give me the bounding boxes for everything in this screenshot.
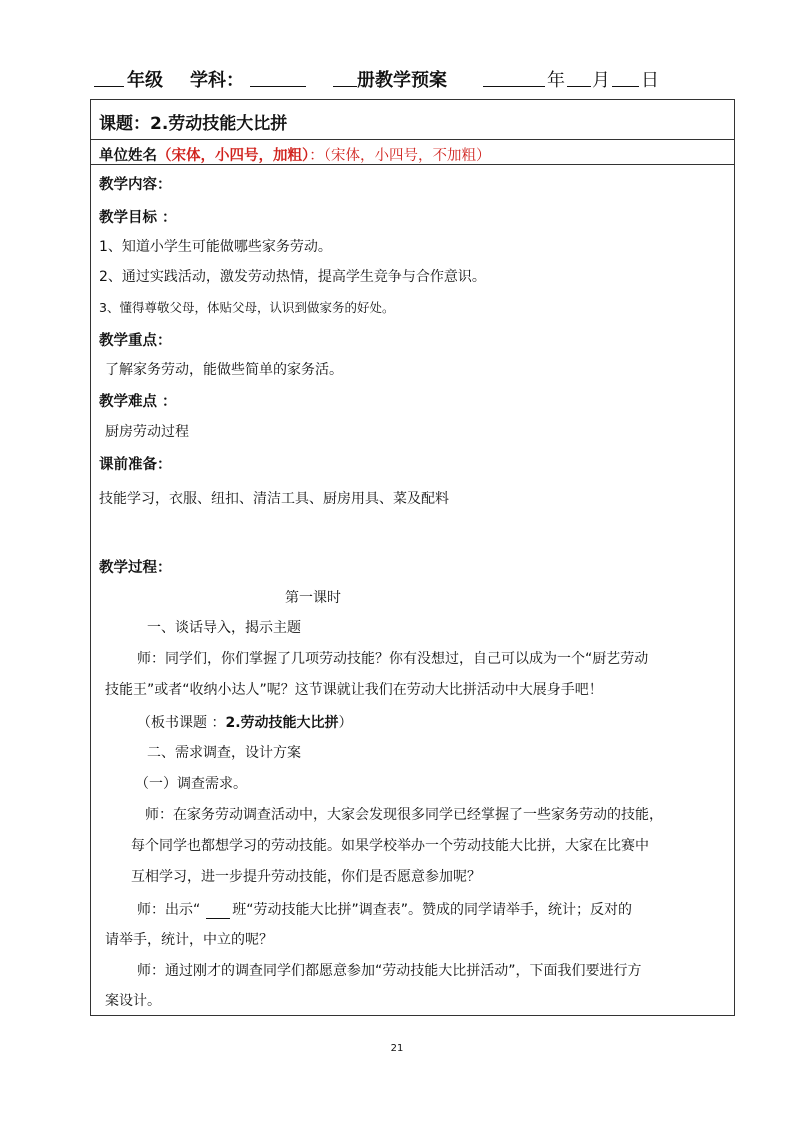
class-blank [206, 904, 230, 919]
board-close: ） [338, 715, 353, 731]
difficulty-text: 厨房劳动过程 [105, 424, 189, 440]
unit-line [99, 144, 491, 165]
teacher-speech: 案设计。 [105, 993, 161, 1009]
teacher-speech: 师：在家务劳动调查活动中，大家会发现很多同学已经掌握了一些家务劳动的技能， [145, 807, 663, 823]
unit-label: 单位姓名 [99, 148, 157, 164]
year-label: 年 [547, 70, 565, 91]
key-text: 了解家务劳动，能做些简单的家务活。 [105, 362, 343, 378]
lesson-title [99, 109, 287, 134]
title-value: 2.劳动技能大比拼 [150, 114, 288, 134]
day-label: 日 [641, 70, 659, 91]
teacher-speech: 每个同学也都想学习的劳动技能。如果学校举办一个劳动技能大比拼，大家在比赛中 [131, 838, 649, 854]
teacher3-post: 班“劳动技能大比拼”调查表”。赞成的同学请举手，统计；反对的 [232, 902, 633, 918]
unit-plain-note: （宋体，小四号，不加粗） [323, 148, 491, 164]
grade-label: 年级 [127, 70, 163, 91]
teacher-speech: 技能王”或者“收纳小达人”呢？这节课就让我们在劳动大比拼活动中大展身手吧！ [105, 682, 603, 698]
content-heading: 教学内容： [99, 177, 172, 193]
book-label: 册教学预案 [357, 70, 447, 91]
teacher-speech: 师：通过刚才的调查同学们都愿意参加“劳动技能大比拼活动”，下面我们要进行方 [137, 963, 642, 979]
title-row [91, 100, 734, 140]
process-heading: 教学过程： [99, 560, 172, 576]
key-heading: 教学重点： [99, 333, 172, 349]
prep-text: 技能学习，衣服、纽扣、清洁工具、厨房用具、菜及配料 [99, 491, 449, 507]
step-heading: 一、谈话导入，揭示主题 [147, 620, 301, 636]
lesson-plan-table [90, 99, 735, 1016]
unit-colon: ： [309, 148, 324, 164]
teacher-speech: 请举手，统计，中立的呢？ [105, 932, 273, 948]
teacher3-pre: 师：出示“ [137, 902, 201, 918]
unit-bold-note: （宋体，小四号，加粗） [157, 148, 310, 164]
teacher-speech [137, 899, 632, 919]
teacher-speech: 师：同学们，你们掌握了几项劳动技能？你有没想过，自己可以成为一个“厨艺劳动 [137, 651, 649, 667]
teacher-speech: 互相学习，进一步提升劳动技能，你们是否愿意参加呢？ [131, 869, 481, 885]
board-title: 2.劳动技能大比拼 [225, 715, 339, 731]
board-note [137, 712, 353, 732]
difficulty-heading: 教学难点 ： [99, 394, 177, 410]
step-heading: 二、需求调查，设计方案 [147, 745, 301, 761]
document-header [92, 66, 692, 94]
title-label: 课题： [99, 114, 150, 134]
month-label: 月 [592, 70, 610, 91]
goals-heading: 教学目标 ： [99, 210, 177, 226]
prep-heading: 课前准备： [99, 457, 172, 473]
goal-item: 2、通过实践活动，激发劳动热情，提高学生竞争与合作意识。 [99, 269, 486, 285]
board-open: （板书课题 ： [137, 715, 226, 731]
sub-heading: （一）调查需求。 [135, 776, 247, 792]
page-number: 21 [390, 1043, 404, 1054]
subject-label: 学科： [190, 70, 244, 91]
session-title: 第一课时 [285, 590, 341, 606]
goal-item: 3、懂得尊敬父母，体贴父母，认识到做家务的好处。 [99, 300, 395, 315]
goal-item: 1、知道小学生可能做哪些家务劳动。 [99, 239, 332, 255]
unit-row [91, 140, 734, 165]
